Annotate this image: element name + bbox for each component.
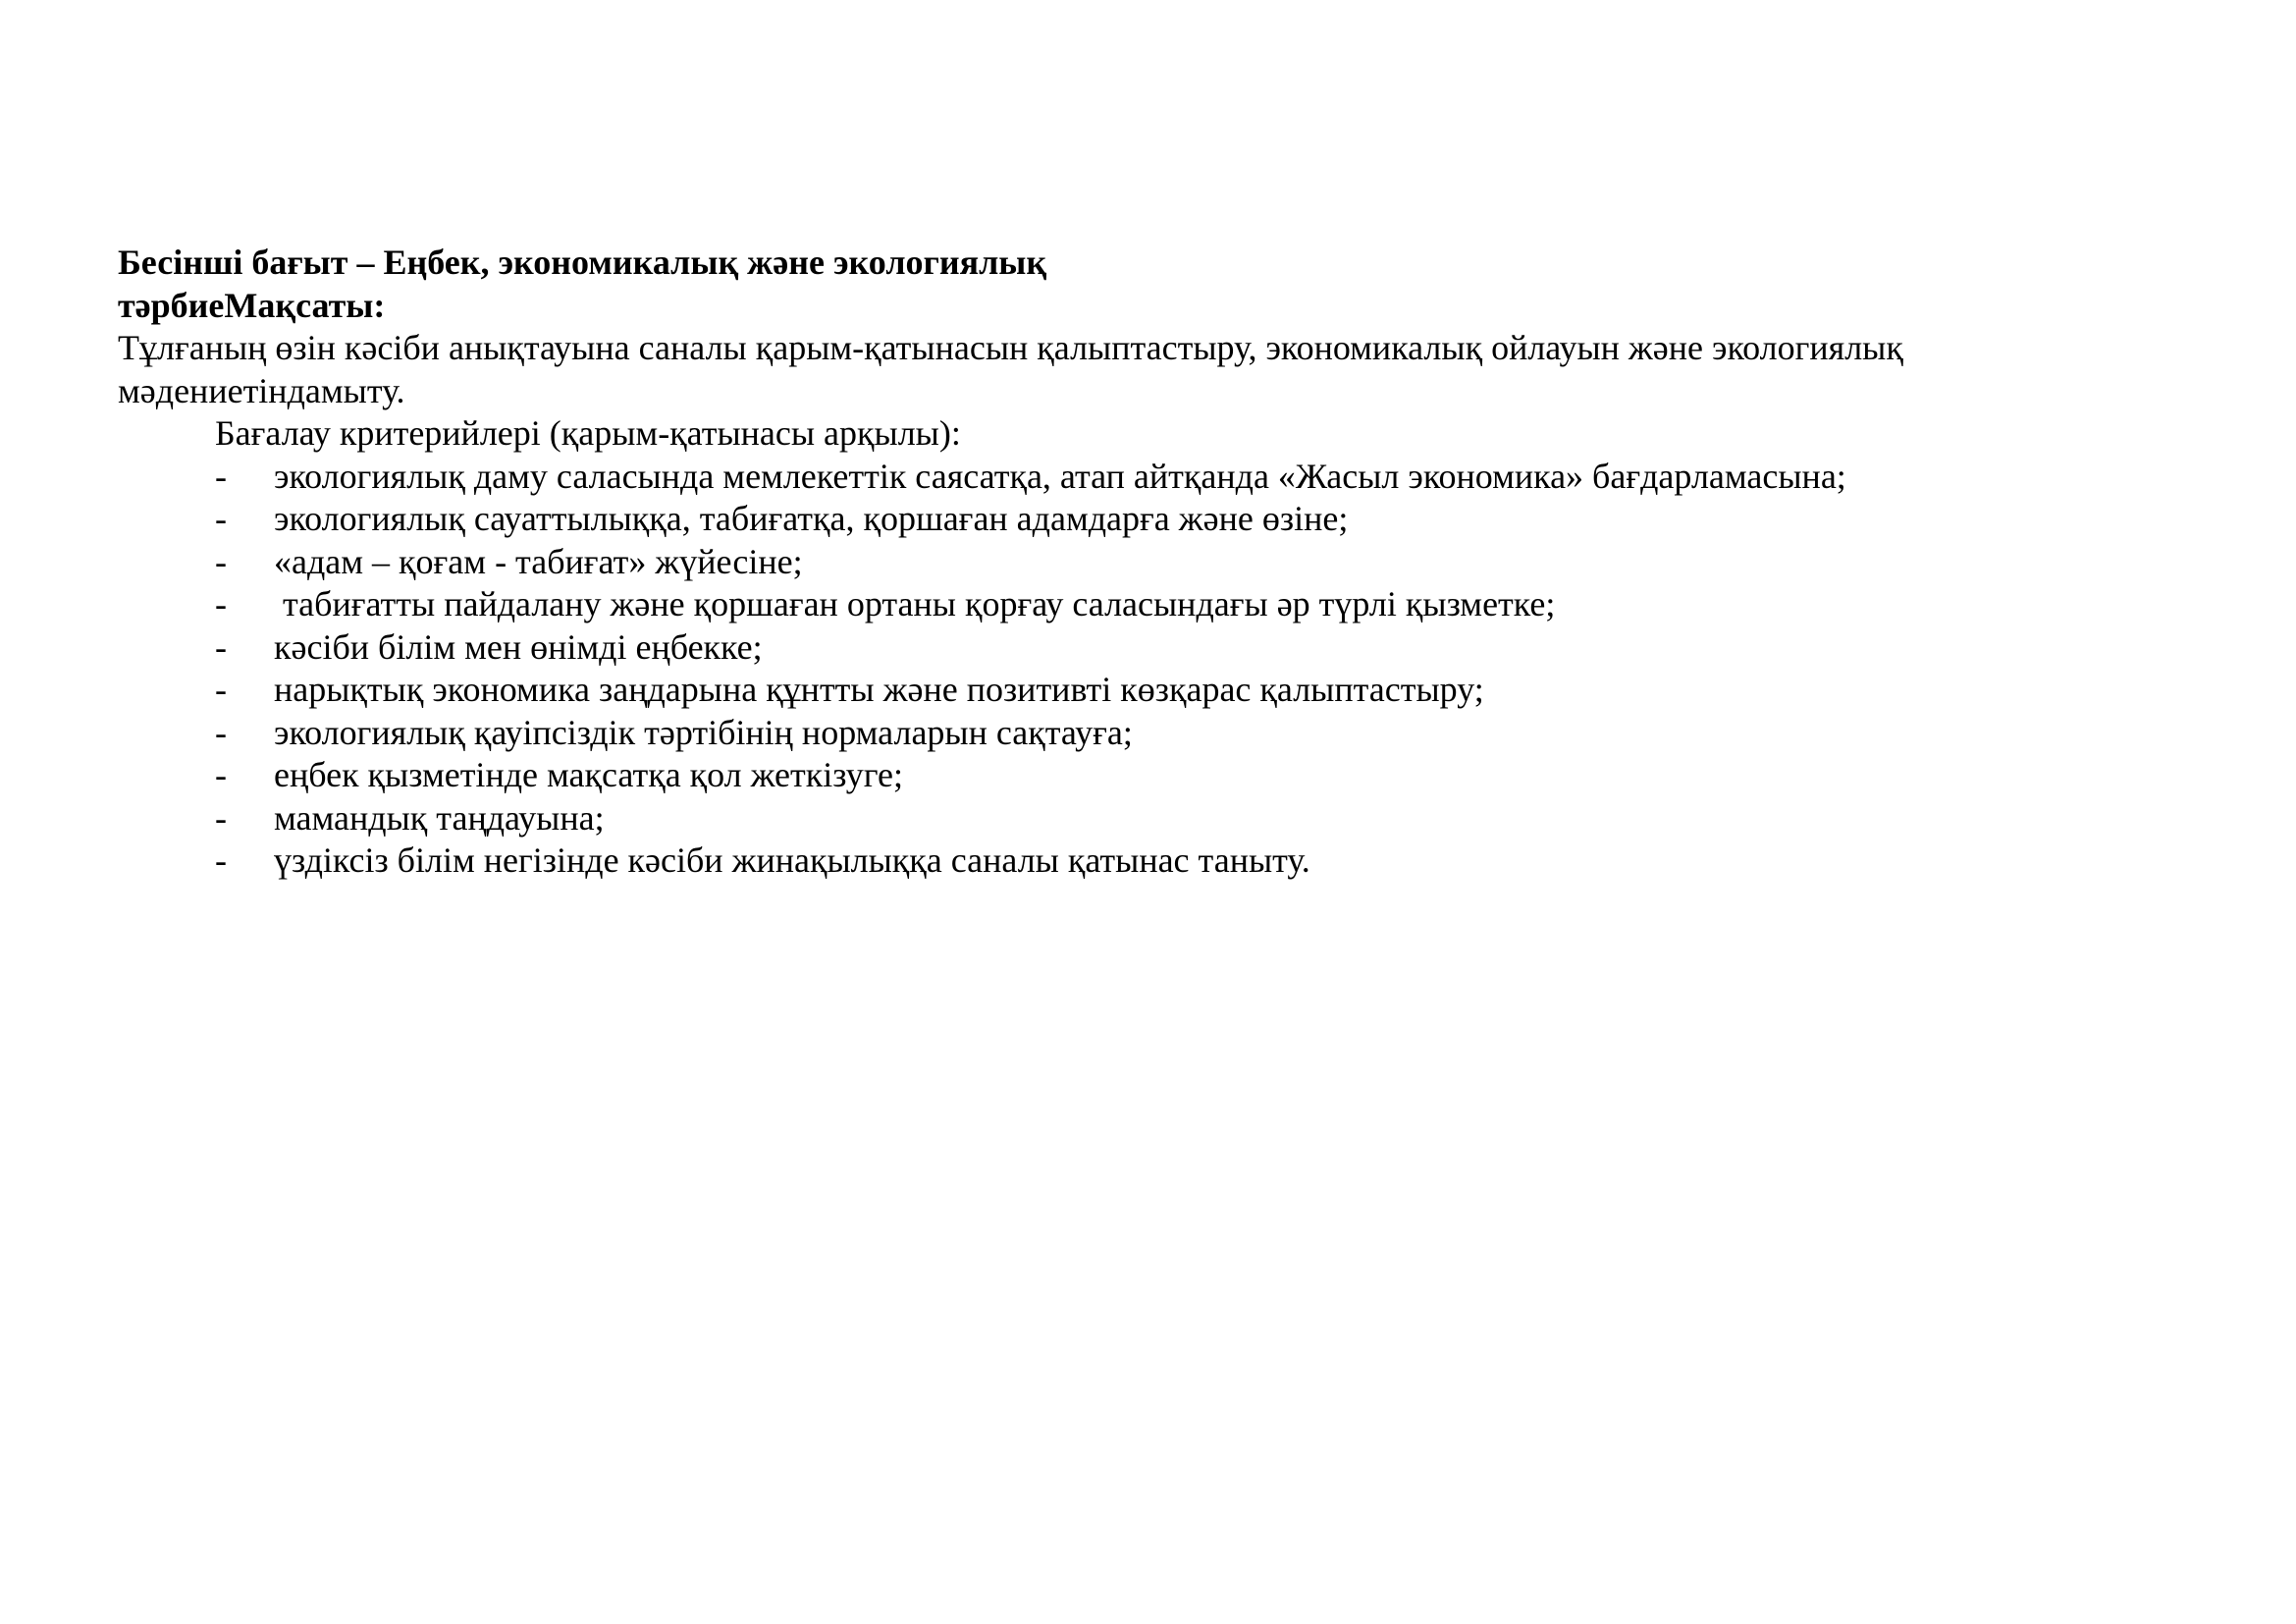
criteria-heading: Бағалау критерийлері (қарым-қатынасы арқылы): bbox=[215, 413, 961, 453]
list-item bbox=[118, 839, 2179, 883]
bullet-dash: - bbox=[215, 499, 227, 538]
list-item bbox=[118, 456, 2179, 499]
list-item-text: үздіксіз білім негізінде кәсіби жинақылыққа саналы қатынас таныту. bbox=[274, 840, 1310, 880]
bullet-dash: - bbox=[215, 584, 227, 623]
list-item-text: табиғатты пайдалану және қоршаған ортаны қорғау саласындағы әр түрлі қызметке; bbox=[274, 584, 1556, 623]
goal-paragraph-line-2: мәдениетіндамыту. bbox=[118, 370, 405, 410]
list-item-text: «адам – қоғам - табиғат» жүйесіне; bbox=[274, 541, 803, 581]
list-item-text: еңбек қызметінде мақсатқа қол жеткізуге; bbox=[274, 755, 903, 794]
bullet-dash: - bbox=[215, 797, 227, 838]
list-item-text: экологиялық даму саласында мемлекеттік саясатқа, атап айтқанда «Жасыл экономика» бағдарламасына; bbox=[274, 456, 1846, 496]
list-item bbox=[118, 498, 2179, 541]
bullet-dash: - bbox=[215, 626, 227, 667]
list-item bbox=[118, 626, 2179, 670]
bullet-dash: - bbox=[215, 670, 227, 709]
document-body bbox=[118, 242, 2179, 883]
goal-paragraph-line-1: Тұлғаның өзін кәсіби анықтауына саналы қарым-қатынасын қалыптастыру, экономикалық ойлауын және экологиялық bbox=[118, 328, 1903, 367]
goal-paragraph bbox=[118, 327, 2179, 412]
section-title-line-1: Бесінші бағыт – Еңбек, экономикалық және экологиялық bbox=[118, 243, 1047, 282]
section-title-line-2: тәрбиеМақсаты: bbox=[118, 285, 386, 325]
list-item bbox=[118, 754, 2179, 797]
list-item bbox=[118, 541, 2179, 584]
bullet-dash: - bbox=[215, 840, 227, 880]
bullet-dash: - bbox=[215, 541, 227, 581]
list-item-text: экологиялық сауаттылыққа, табиғатқа, қоршаған адамдарға және өзіне; bbox=[274, 499, 1349, 538]
list-item-text: нарықтық экономика заңдарына құнтты және позитивті көзқарас қалыптастыру; bbox=[274, 670, 1484, 709]
bullet-dash: - bbox=[215, 755, 227, 794]
criteria-list bbox=[118, 456, 2179, 883]
list-item bbox=[118, 712, 2179, 755]
list-item-text: экологиялық қауіпсіздік тәртібінің нормаларын сақтауға; bbox=[274, 712, 1133, 752]
list-item bbox=[118, 583, 2179, 626]
bullet-dash: - bbox=[215, 456, 227, 496]
list-item bbox=[118, 669, 2179, 712]
list-item bbox=[118, 797, 2179, 840]
bullet-dash: - bbox=[215, 712, 227, 752]
list-item-text: мамандық таңдауына; bbox=[274, 797, 605, 838]
list-item-text: кәсіби білім мен өнімді еңбекке; bbox=[274, 626, 763, 667]
